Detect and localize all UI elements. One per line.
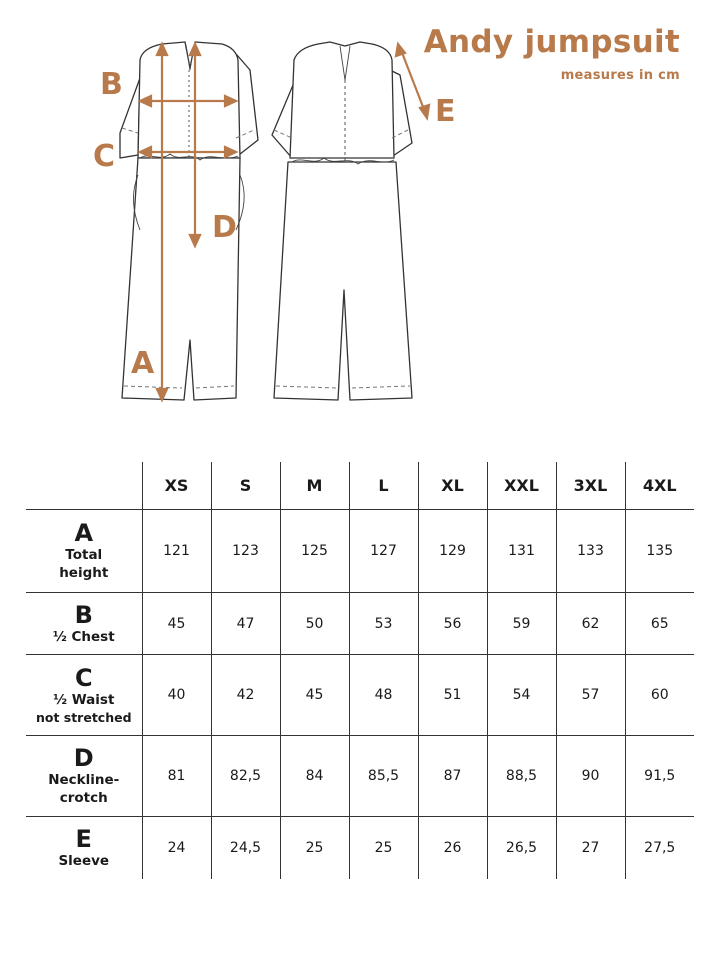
table-row-d (26, 736, 694, 817)
table-cell: 53 (349, 593, 418, 655)
table-cell: 91,5 (625, 736, 694, 817)
table-cell: 129 (418, 510, 487, 593)
table-cell: 88,5 (487, 736, 556, 817)
table-cell: 57 (556, 655, 625, 736)
row-letter: D (73, 744, 94, 772)
measure-label-b: B (100, 67, 123, 102)
size-header: XXL (487, 462, 556, 510)
row-letter: B (74, 600, 93, 629)
size-header: 4XL (625, 462, 694, 510)
table-cell: 135 (625, 510, 694, 593)
row-label (26, 655, 142, 736)
measure-label-e: E (435, 94, 456, 129)
row-letter: E (75, 825, 92, 853)
table-cell: 25 (349, 817, 418, 880)
row-name-line2: not stretched (35, 709, 132, 725)
table-cell: 84 (280, 736, 349, 817)
size-header: S (211, 462, 280, 510)
table-cell: 127 (349, 510, 418, 593)
table-cell: 27,5 (625, 817, 694, 880)
table-cell: 65 (625, 593, 694, 655)
size-chart-table (26, 462, 694, 879)
table-cell: 121 (142, 510, 211, 593)
table-cell: 82,5 (211, 736, 280, 817)
table-cell: 59 (487, 593, 556, 655)
table-cell: 26 (418, 817, 487, 880)
table-cell: 90 (556, 736, 625, 817)
table-cell: 47 (211, 593, 280, 655)
measure-label-a: A (131, 346, 155, 381)
row-label (26, 510, 142, 593)
row-letter: A (74, 519, 94, 547)
size-header: L (349, 462, 418, 510)
row-name-line2: crotch (59, 790, 108, 806)
page-title: Andy jumpsuit (423, 24, 680, 60)
row-name: Neckline- (48, 772, 120, 788)
measure-label-d: D (212, 210, 237, 245)
size-header: 3XL (556, 462, 625, 510)
table-cell: 40 (142, 655, 211, 736)
back-view-drawing (272, 42, 412, 400)
table-cell: 26,5 (487, 817, 556, 880)
header-empty-cell (26, 462, 142, 510)
table-cell: 81 (142, 736, 211, 817)
row-name: ½ Waist (53, 691, 115, 708)
row-name: ½ Chest (52, 628, 115, 645)
size-header-row (26, 462, 694, 510)
row-name: Total (65, 547, 103, 563)
table-cell: 85,5 (349, 736, 418, 817)
row-label (26, 736, 142, 817)
table-cell: 42 (211, 655, 280, 736)
row-letter: C (74, 663, 93, 692)
size-header: XL (418, 462, 487, 510)
table-row-a (26, 510, 694, 593)
measure-label-c: C (93, 139, 116, 174)
size-header: M (280, 462, 349, 510)
table-cell: 25 (280, 817, 349, 880)
table-cell: 51 (418, 655, 487, 736)
row-name: Sleeve (58, 853, 110, 869)
table-cell: 45 (142, 593, 211, 655)
row-label (26, 593, 142, 655)
jumpsuit-technical-drawing (0, 0, 720, 440)
table-row-b (26, 593, 694, 655)
table-row-e (26, 817, 694, 880)
table-row-c (26, 655, 694, 736)
size-header: XS (142, 462, 211, 510)
table-cell: 24,5 (211, 817, 280, 880)
table-cell: 24 (142, 817, 211, 880)
row-label (26, 817, 142, 880)
table-cell: 56 (418, 593, 487, 655)
table-cell: 60 (625, 655, 694, 736)
table-cell: 131 (487, 510, 556, 593)
table-cell: 123 (211, 510, 280, 593)
row-name-line2: height (59, 565, 109, 581)
table-cell: 54 (487, 655, 556, 736)
units-subtitle: measures in cm (560, 68, 680, 83)
table-cell: 27 (556, 817, 625, 880)
table-cell: 125 (280, 510, 349, 593)
table-cell: 50 (280, 593, 349, 655)
table-cell: 48 (349, 655, 418, 736)
table-cell: 133 (556, 510, 625, 593)
table-cell: 87 (418, 736, 487, 817)
table-cell: 45 (280, 655, 349, 736)
table-cell: 62 (556, 593, 625, 655)
